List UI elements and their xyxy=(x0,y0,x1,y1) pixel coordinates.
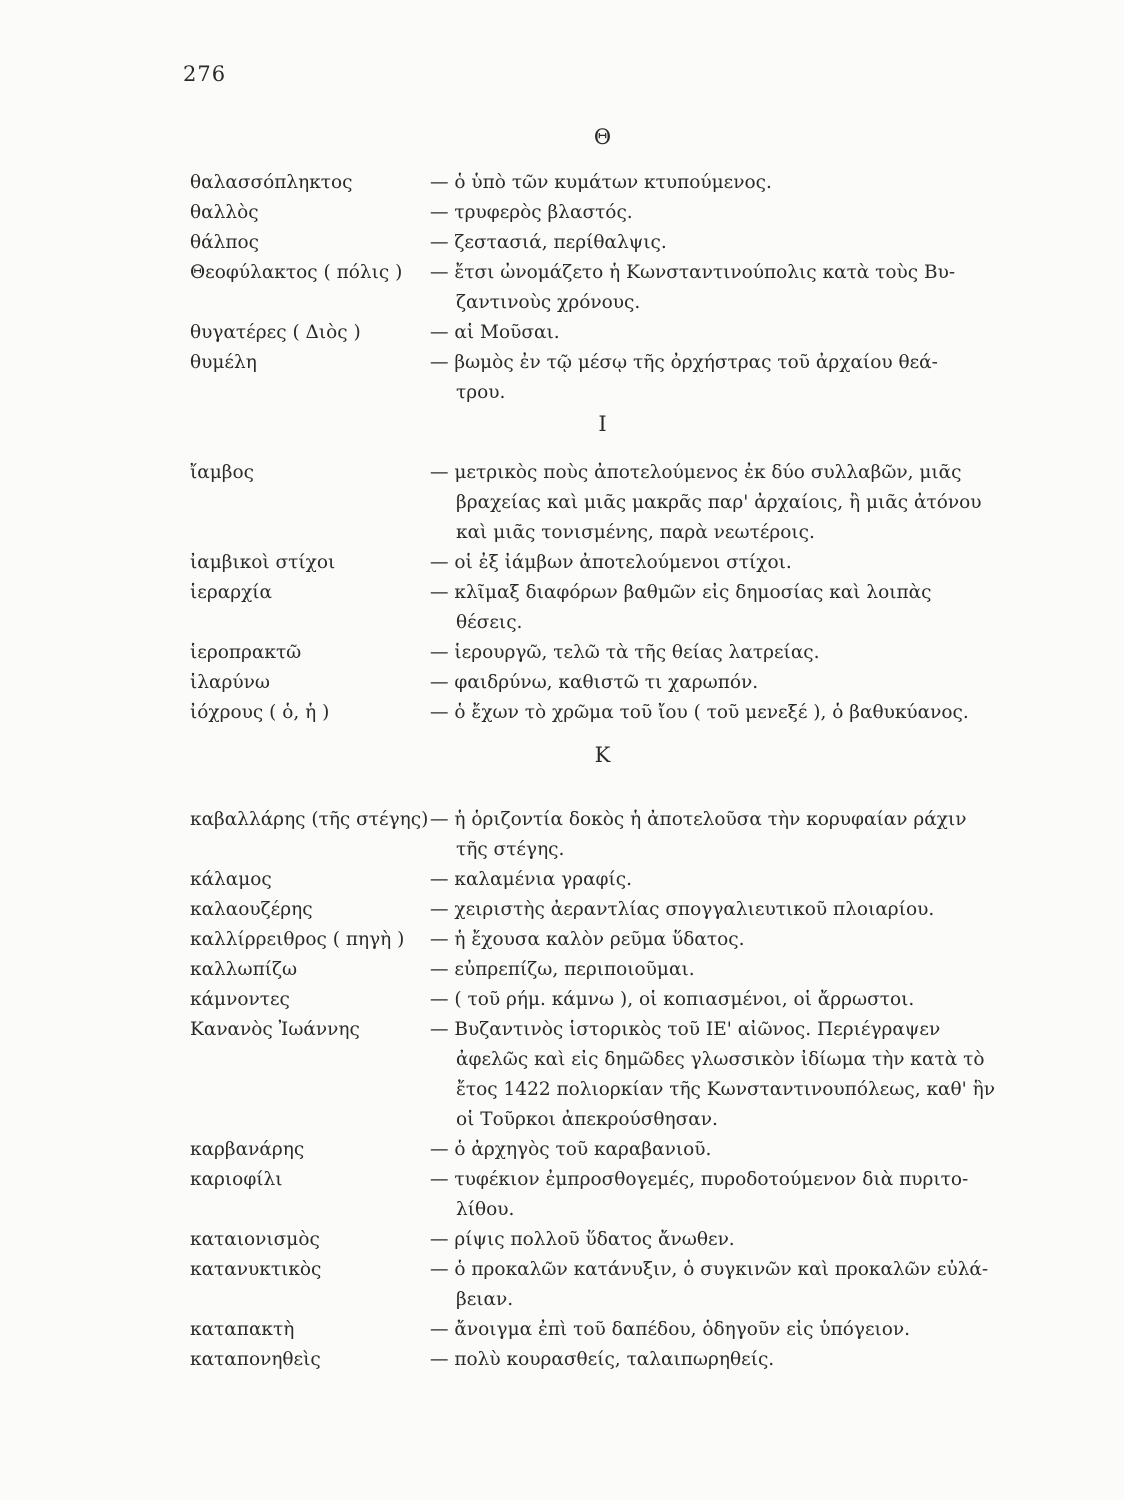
glossary-entry xyxy=(190,698,1035,728)
entry-term: καλλίρρειθρος ( πηγὴ ) xyxy=(190,929,405,950)
entry-definition xyxy=(430,458,1035,548)
entry-term: καταπονηθεὶς xyxy=(190,1349,321,1370)
definition-line: — ζεστασιά, περίθαλψις. xyxy=(430,232,667,253)
definition-line: — βωμὸς ἐν τῷ μέσῳ τῆς ὀρχήστρας τοῦ ἀρχαίου θεά- xyxy=(430,352,938,373)
definition-line: οἱ Τοῦρκοι ἀπεκρούσθησαν. xyxy=(456,1109,718,1130)
glossary-entry xyxy=(190,1015,1035,1135)
glossary-entry xyxy=(190,318,1035,348)
glossary-entry xyxy=(190,895,1035,925)
definition-line: — ρίψις πολλοῦ ὕδατος ἄνωθεν. xyxy=(430,1229,735,1250)
glossary-entry xyxy=(190,805,1035,865)
entry-term: καβαλλάρης (τῆς στέγης) xyxy=(190,809,429,830)
section-letter-kappa: Κ xyxy=(594,743,611,767)
section-theta-entries xyxy=(190,168,1035,408)
entry-definition xyxy=(430,348,1035,408)
entry-definition xyxy=(430,1315,1035,1345)
definition-line: — ἱερουργῶ, τελῶ τὰ τῆς θείας λατρείας. xyxy=(430,642,820,663)
entry-definition xyxy=(430,318,1035,348)
glossary-entry xyxy=(190,668,1035,698)
glossary-entry xyxy=(190,638,1035,668)
entry-term: κάμνοντες xyxy=(190,989,290,1010)
glossary-entry xyxy=(190,258,1035,318)
definition-line: — μετρικὸς ποὺς ἀποτελούμενος ἐκ δύο συλλαβῶν, μιᾶς xyxy=(430,462,962,483)
definition-line: λίθου. xyxy=(456,1199,515,1220)
entry-term: κάλαμος xyxy=(190,869,272,890)
definition-line: — οἱ ἐξ ἰάμβων ἀποτελούμενοι στίχοι. xyxy=(430,552,792,573)
definition-line: — ὁ ἀρχηγὸς τοῦ καραβανιοῦ. xyxy=(430,1139,712,1160)
definition-line: — ὁ ἔχων τὸ χρῶμα τοῦ ἴου ( τοῦ μενεξέ ), ὁ βαθυκύανος. xyxy=(430,702,969,723)
section-iota-entries xyxy=(190,458,1035,728)
glossary-entry xyxy=(190,1225,1035,1255)
definition-line: τῆς στέγης. xyxy=(456,839,565,860)
glossary-entry xyxy=(190,985,1035,1015)
entry-definition xyxy=(430,865,1035,895)
entry-definition xyxy=(430,1225,1035,1255)
entry-term: θυμέλη xyxy=(190,352,257,373)
entry-term: καταιονισμὸς xyxy=(190,1229,320,1250)
definition-line: θέσεις. xyxy=(456,612,523,633)
glossary-entry xyxy=(190,578,1035,638)
entry-definition xyxy=(430,985,1035,1015)
definition-line: — ( τοῦ ρήμ. κάμνω ), οἱ κοπιασμένοι, οἱ ἄρρωστοι. xyxy=(430,989,915,1010)
entry-definition xyxy=(430,638,1035,668)
glossary-entry xyxy=(190,1135,1035,1165)
section-kappa-entries xyxy=(190,805,1035,1375)
glossary-entry xyxy=(190,548,1035,578)
definition-line: — αἱ Μοῦσαι. xyxy=(430,322,560,343)
page-number: 276 xyxy=(183,62,227,86)
glossary-entry xyxy=(190,348,1035,408)
definition-line: — Βυζαντινὸς ἱστορικὸς τοῦ ΙΕ' αἰῶνος. Περιέγραψεν xyxy=(430,1019,941,1040)
entry-definition xyxy=(430,805,1035,865)
definition-line: βειαν. xyxy=(456,1289,514,1310)
entry-definition xyxy=(430,1165,1035,1225)
entry-definition xyxy=(430,895,1035,925)
glossary-entry xyxy=(190,1165,1035,1225)
entry-definition xyxy=(430,228,1035,258)
entry-definition xyxy=(430,1255,1035,1315)
entry-term: καταπακτὴ xyxy=(190,1319,295,1340)
entry-term: ἴαμβος xyxy=(190,462,254,483)
entry-definition xyxy=(430,258,1035,318)
entry-definition xyxy=(430,925,1035,955)
entry-term: ἰαμβικοὶ στίχοι xyxy=(190,552,336,573)
entry-term: ἱεροπρακτῶ xyxy=(190,642,302,663)
definition-line: — καλαμένια γραφίς. xyxy=(430,869,633,890)
glossary-entry xyxy=(190,1255,1035,1315)
definition-line: — ἔτσι ὠνομάζετο ἡ Κωνσταντινούπολις κατὰ τοὺς Βυ- xyxy=(430,262,956,283)
definition-line: — ἡ ὁριζοντία δοκὸς ἡ ἀποτελοῦσα τὴν κορυφαίαν ράχιν xyxy=(430,809,967,830)
entry-term: θυγατέρες ( Διὸς ) xyxy=(190,322,361,343)
entry-definition xyxy=(430,198,1035,228)
definition-line: — χειριστὴς ἀεραντλίας σπογγαλιευτικοῦ πλοιαρίου. xyxy=(430,899,935,920)
entry-term: καριοφίλι xyxy=(190,1169,283,1190)
entry-definition xyxy=(430,578,1035,638)
entry-definition xyxy=(430,168,1035,198)
entry-term: καλαουζέρης xyxy=(190,899,313,920)
entry-definition xyxy=(430,1345,1035,1375)
entry-term: καρβανάρης xyxy=(190,1139,305,1160)
entry-term: κατανυκτικὸς xyxy=(190,1259,322,1280)
glossary-entry xyxy=(190,1315,1035,1345)
entry-definition xyxy=(430,698,1035,728)
glossary-entry xyxy=(190,228,1035,258)
entry-term: ἱεραρχία xyxy=(190,582,273,603)
entry-term: θαλασσόπληκτος xyxy=(190,172,353,193)
section-letter-theta: Θ xyxy=(593,125,612,149)
entry-term: καλλωπίζω xyxy=(190,959,298,980)
glossary-entry xyxy=(190,198,1035,228)
glossary-entry xyxy=(190,168,1035,198)
entry-definition xyxy=(430,1015,1035,1135)
entry-term: θαλλὸς xyxy=(190,202,259,223)
entry-definition xyxy=(430,1135,1035,1165)
definition-line: — ἄνοιγμα ἐπὶ τοῦ δαπέδου, ὁδηγοῦν εἰς ὑπόγειον. xyxy=(430,1319,911,1340)
entry-term: Θεοφύλακτος ( πόλις ) xyxy=(190,262,403,283)
definition-line: — κλῖμαξ διαφόρων βαθμῶν εἰς δημοσίας καὶ λοιπὰς xyxy=(430,582,932,603)
entry-definition xyxy=(430,548,1035,578)
entry-term: Κανανὸς Ἰωάννης xyxy=(190,1019,360,1040)
glossary-entry xyxy=(190,925,1035,955)
entry-term: θάλπος xyxy=(190,232,260,253)
definition-line: — φαιδρύνω, καθιστῶ τι χαρωπόν. xyxy=(430,672,759,693)
glossary-entry xyxy=(190,458,1035,548)
definition-line: — ὁ ὑπὸ τῶν κυμάτων κτυπούμενος. xyxy=(430,172,772,193)
entry-term: ἱλαρύνω xyxy=(190,672,270,693)
glossary-entry xyxy=(190,865,1035,895)
definition-line: βραχείας καὶ μιᾶς μακρᾶς παρ' ἀρχαίοις, ἢ μιᾶς ἀτόνου xyxy=(456,492,982,513)
definition-line: τρου. xyxy=(456,382,506,403)
definition-line: — τυφέκιον ἐμπροσθογεμές, πυροδοτούμενον διὰ πυριτο- xyxy=(430,1169,969,1190)
section-letter-iota: Ι xyxy=(598,412,607,436)
entry-definition xyxy=(430,955,1035,985)
definition-line: — ἡ ἔχουσα καλὸν ρεῦμα ὕδατος. xyxy=(430,929,745,950)
glossary-entry xyxy=(190,955,1035,985)
definition-line: — τρυφερὸς βλαστός. xyxy=(430,202,633,223)
definition-line: — εὐπρεπίζω, περιποιοῦμαι. xyxy=(430,959,695,980)
entry-term: ἰόχρους ( ὁ, ἡ ) xyxy=(190,702,330,723)
definition-line: ἀφελῶς καὶ εἰς δημῶδες γλωσσικὸν ἰδίωμα τὴν κατὰ τὸ xyxy=(456,1049,985,1070)
definition-line: — πολὺ κουρασθείς, ταλαιπωρηθείς. xyxy=(430,1349,775,1370)
definition-line: — ὁ προκαλῶν κατάνυξιν, ὁ συγκινῶν καὶ προκαλῶν εὐλά- xyxy=(430,1259,989,1280)
definition-line: ζαντινοὺς χρόνους. xyxy=(456,292,641,313)
definition-line: καὶ μιᾶς τονισμένης, παρὰ νεωτέροις. xyxy=(456,522,815,543)
definition-line: ἔτος 1422 πολιορκίαν τῆς Κωνσταντινουπόλεως, καθ' ἣν xyxy=(456,1079,995,1100)
entry-definition xyxy=(430,668,1035,698)
glossary-entry xyxy=(190,1345,1035,1375)
